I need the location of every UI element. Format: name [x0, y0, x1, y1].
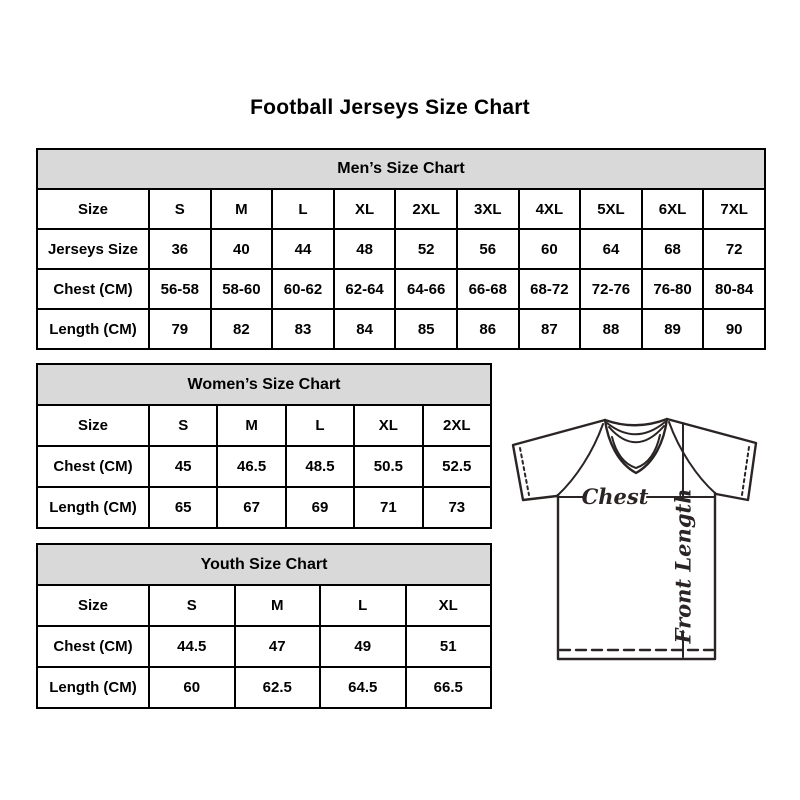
mens-value-cell: L: [272, 189, 334, 229]
mens-value-cell: 5XL: [580, 189, 642, 229]
chest-label: Chest: [581, 484, 649, 509]
mens-size-table: [36, 148, 766, 350]
womens-value-cell: 2XL: [423, 405, 491, 446]
womens-value-cell: 69: [286, 487, 354, 528]
youth-value-cell: 44.5: [149, 626, 235, 667]
womens-value-cell: 73: [423, 487, 491, 528]
womens-table-title: Women’s Size Chart: [37, 364, 491, 405]
mens-value-cell: 86: [457, 309, 519, 349]
mens-value-cell: 6XL: [642, 189, 704, 229]
womens-row-label: Chest (CM): [37, 446, 149, 487]
jersey-silhouette: [513, 419, 756, 659]
mens-value-cell: 68-72: [519, 269, 581, 309]
front-length-label: Front Length: [670, 488, 696, 644]
mens-value-cell: 76-80: [642, 269, 704, 309]
mens-value-cell: 60: [519, 229, 581, 269]
mens-row-label: Jerseys Size: [37, 229, 149, 269]
mens-value-cell: 85: [395, 309, 457, 349]
youth-value-cell: 47: [235, 626, 321, 667]
womens-value-cell: 67: [217, 487, 285, 528]
mens-value-cell: S: [149, 189, 211, 229]
mens-value-cell: 72: [703, 229, 765, 269]
mens-value-cell: 4XL: [519, 189, 581, 229]
youth-value-cell: XL: [406, 585, 492, 626]
womens-value-cell: 45: [149, 446, 217, 487]
youth-table-title: Youth Size Chart: [37, 544, 491, 585]
youth-value-cell: 66.5: [406, 667, 492, 708]
mens-row-label: Size: [37, 189, 149, 229]
mens-value-cell: 44: [272, 229, 334, 269]
womens-value-cell: M: [217, 405, 285, 446]
mens-value-cell: 40: [211, 229, 273, 269]
page-title: Football Jerseys Size Chart: [250, 96, 530, 119]
youth-value-cell: 49: [320, 626, 406, 667]
youth-value-cell: 60: [149, 667, 235, 708]
mens-row-label: Length (CM): [37, 309, 149, 349]
mens-value-cell: 48: [334, 229, 396, 269]
womens-table-row: [37, 446, 491, 487]
youth-table-row: [37, 667, 491, 708]
jersey-outline-icon: [508, 416, 764, 666]
mens-value-cell: 82: [211, 309, 273, 349]
womens-value-cell: 65: [149, 487, 217, 528]
womens-value-cell: 50.5: [354, 446, 422, 487]
youth-value-cell: S: [149, 585, 235, 626]
mens-value-cell: 87: [519, 309, 581, 349]
youth-table-row: [37, 585, 491, 626]
mens-table-row: [37, 229, 765, 269]
mens-value-cell: 60-62: [272, 269, 334, 309]
mens-value-cell: 58-60: [211, 269, 273, 309]
mens-value-cell: 7XL: [703, 189, 765, 229]
mens-table-row: [37, 269, 765, 309]
womens-row-label: Length (CM): [37, 487, 149, 528]
mens-value-cell: 84: [334, 309, 396, 349]
youth-value-cell: 64.5: [320, 667, 406, 708]
womens-value-cell: 46.5: [217, 446, 285, 487]
youth-value-cell: L: [320, 585, 406, 626]
mens-value-cell: M: [211, 189, 273, 229]
youth-value-cell: 51: [406, 626, 492, 667]
youth-row-label: Length (CM): [37, 667, 149, 708]
mens-value-cell: 52: [395, 229, 457, 269]
mens-value-cell: 62-64: [334, 269, 396, 309]
mens-value-cell: 36: [149, 229, 211, 269]
mens-value-cell: 2XL: [395, 189, 457, 229]
mens-table-row: [37, 189, 765, 229]
womens-value-cell: 71: [354, 487, 422, 528]
mens-value-cell: 79: [149, 309, 211, 349]
mens-row-label: Chest (CM): [37, 269, 149, 309]
womens-value-cell: L: [286, 405, 354, 446]
mens-value-cell: 64-66: [395, 269, 457, 309]
mens-value-cell: 64: [580, 229, 642, 269]
mens-value-cell: XL: [334, 189, 396, 229]
mens-table-title: Men’s Size Chart: [37, 149, 765, 189]
right-shoulder-seam: [669, 422, 715, 493]
mens-table-row: [37, 309, 765, 349]
mens-value-cell: 56-58: [149, 269, 211, 309]
womens-table-row: [37, 405, 491, 446]
collar-v-inner: [612, 435, 660, 468]
right-cuff-stitch: [742, 447, 749, 495]
youth-value-cell: 62.5: [235, 667, 321, 708]
mens-value-cell: 89: [642, 309, 704, 349]
mens-value-cell: 90: [703, 309, 765, 349]
womens-value-cell: 48.5: [286, 446, 354, 487]
youth-row-label: Size: [37, 585, 149, 626]
mens-value-cell: 68: [642, 229, 704, 269]
womens-value-cell: 52.5: [423, 446, 491, 487]
mens-value-cell: 72-76: [580, 269, 642, 309]
womens-row-label: Size: [37, 405, 149, 446]
womens-value-cell: XL: [354, 405, 422, 446]
mens-value-cell: 80-84: [703, 269, 765, 309]
youth-value-cell: M: [235, 585, 321, 626]
womens-value-cell: S: [149, 405, 217, 446]
youth-size-table: [36, 543, 492, 709]
youth-table-row: [37, 626, 491, 667]
mens-value-cell: 66-68: [457, 269, 519, 309]
womens-table-row: [37, 487, 491, 528]
jersey-measurement-diagram: [508, 416, 764, 666]
youth-row-label: Chest (CM): [37, 626, 149, 667]
mens-value-cell: 88: [580, 309, 642, 349]
mens-value-cell: 56: [457, 229, 519, 269]
mens-value-cell: 3XL: [457, 189, 519, 229]
mens-value-cell: 83: [272, 309, 334, 349]
womens-size-table: [36, 363, 492, 529]
